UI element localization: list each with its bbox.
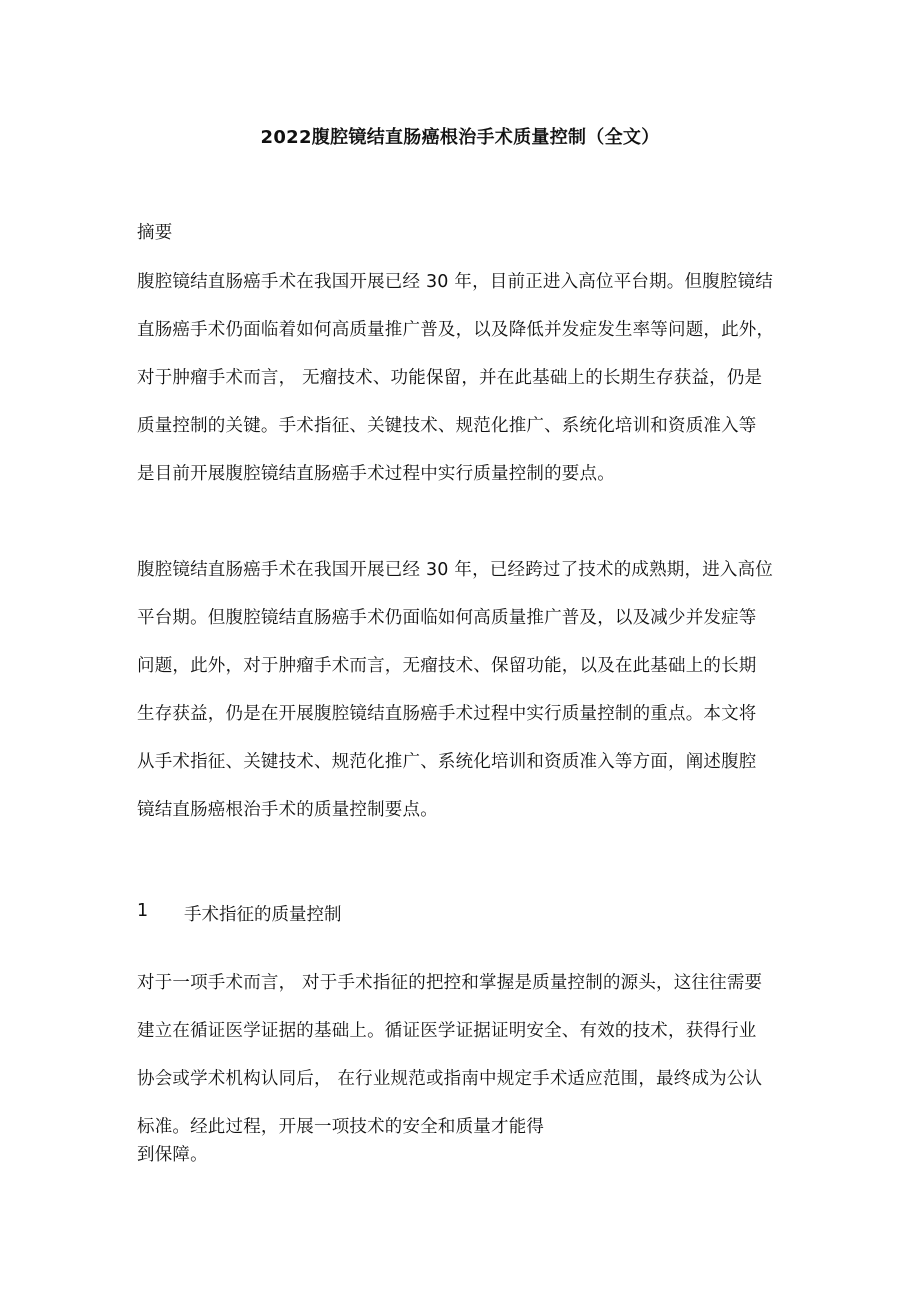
intro-line: 腹腔镜结直肠癌手术在我国开展已经 30 年，已经跨过了技术的成熟期，进入高位 [137, 560, 773, 580]
abstract-line: 对于肿瘤手术而言， 无瘤技术、功能保留，并在此基础上的长期生存获益，仍是 [137, 368, 763, 388]
section1-line: 对于一项手术而言， 对于手术指征的把控和掌握是质量控制的源头，这往往需要 [137, 973, 763, 993]
abstract-label: 摘要 [137, 223, 173, 243]
section1-line: 标准。经此过程，开展一项技术的安全和质量才能得 [137, 1117, 545, 1137]
section1-line: 建立在循证医学证据的基础上。循证医学证据证明安全、有效的技术，获得行业 [137, 1021, 757, 1041]
intro-line: 生存获益，仍是在开展腹腔镜结直肠癌手术过程中实行质量控制的重点。本文将 [137, 704, 757, 724]
abstract-line: 质量控制的关键。手术指征、关键技术、规范化推广、系统化培训和资质准入等 [137, 416, 757, 436]
abstract-line: 是目前开展腹腔镜结直肠癌手术过程中实行质量控制的要点。 [137, 464, 615, 484]
section1-line: 协会或学术机构认同后， 在行业规范或指南中规定手术适应范围，最终成为公认 [137, 1069, 763, 1089]
intro-line: 从手术指征、关键技术、规范化推广、系统化培训和资质准入等方面，阐述腹腔 [137, 752, 757, 772]
document-title: 2022腹腔镜结直肠癌根治手术质量控制（全文） [260, 127, 660, 148]
section1-tail: 到保障。 [137, 1145, 208, 1165]
abstract-line: 腹腔镜结直肠癌手术在我国开展已经 30 年，目前正进入高位平台期。但腹腔镜结 [137, 272, 773, 292]
intro-line: 平台期。但腹腔镜结直肠癌手术仍面临如何高质量推广普及，以及减少并发症等 [137, 608, 757, 628]
section-number: 1 [137, 901, 149, 921]
intro-line: 问题，此外，对于肿瘤手术而言，无瘤技术、保留功能，以及在此基础上的长期 [137, 656, 757, 676]
section-title: 手术指征的质量控制 [184, 905, 342, 925]
abstract-line: 直肠癌手术仍面临着如何高质量推广普及，以及降低并发症发生率等问题，此外， [137, 320, 775, 340]
intro-line: 镜结直肠癌根治手术的质量控制要点。 [137, 800, 438, 820]
